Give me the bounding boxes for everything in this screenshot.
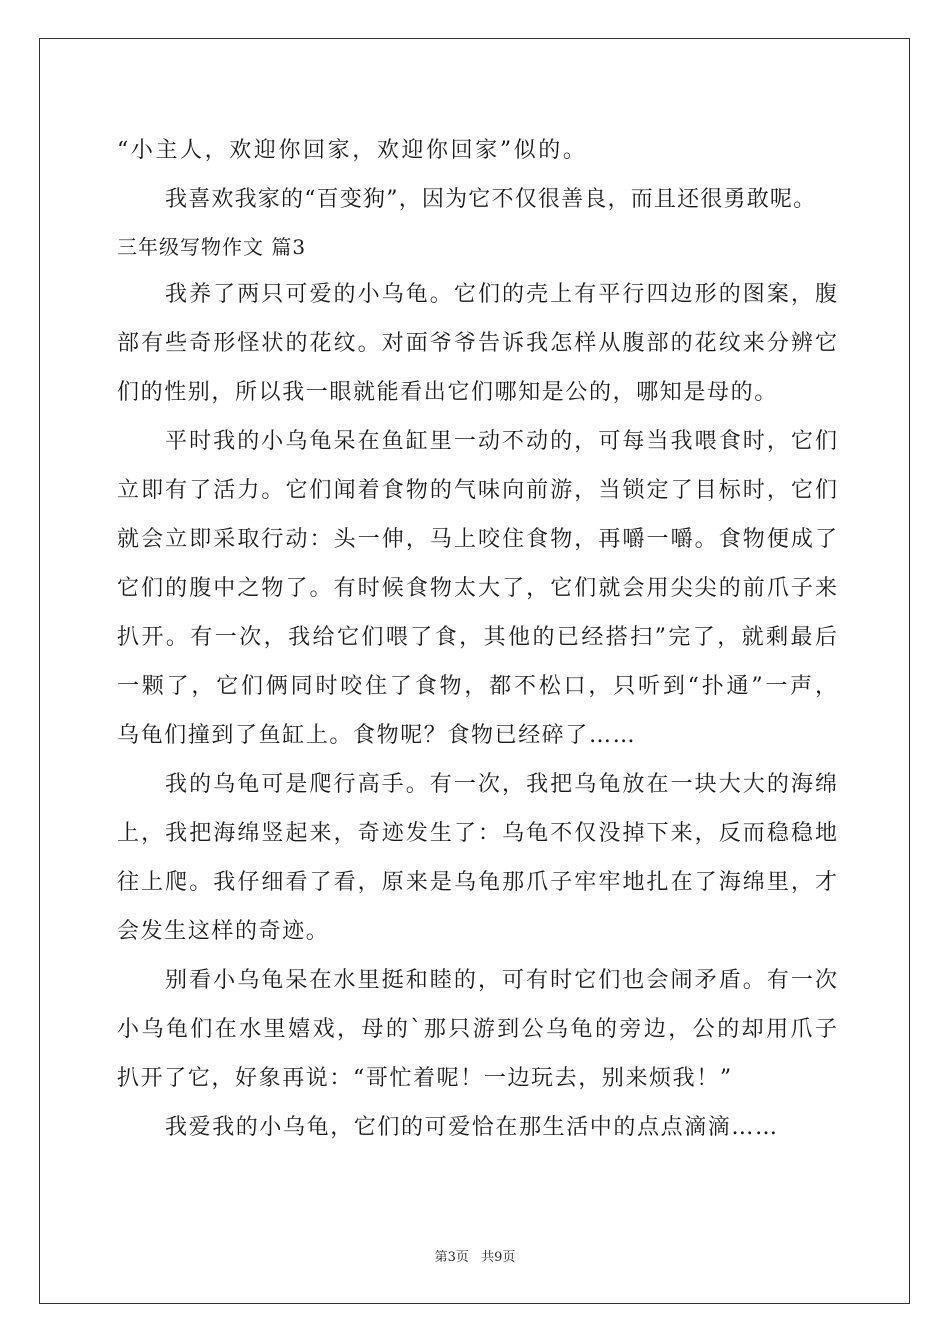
document-body: [117, 126, 837, 1152]
text-line: 部有些奇形怪状的花纹。对面爷爷告诉我怎样从腹部的花纹来分辨它: [117, 331, 837, 356]
page-total: 共9页: [481, 1250, 516, 1265]
text-line: 我爱我的小乌龟，它们的可爱恰在那生活中的点点滴滴……: [165, 1115, 779, 1140]
text-line: 往上爬。我仔细看了看，原来是乌龟那爪子牢牢地扎在了海绵里，才: [117, 870, 837, 895]
text-line: 会发生这样的奇迹。: [117, 919, 330, 944]
text-line: 我养了两只可爱的小乌龟。它们的壳上有平行四边形的图案，腹: [165, 282, 837, 307]
text-line: 它们的腹中之物了。有时候食物太大了，它们就会用尖尖的前爪子来: [117, 576, 837, 601]
text-line: 们的性别，所以我一眼就能看出它们哪知是公的，哪知是母的。: [117, 380, 778, 405]
text-line: 平时我的小乌龟呆在鱼缸里一动不动的，可每当我喂食时，它们: [165, 429, 837, 454]
text-line: 扒开了它，好象再说：“哥忙着呢！一边玩去，别来烦我！”: [117, 1066, 733, 1091]
text-line: “小主人，欢迎你回家，欢迎你回家”似的。: [117, 138, 588, 163]
page-footer: [0, 1246, 950, 1265]
text-line: 立即有了活力。它们闻着食物的气味向前游，当锁定了目标时，它们: [117, 478, 837, 503]
text-line: 别看小乌龟呆在水里挺和睦的，可有时它们也会闹矛盾。有一次: [165, 968, 837, 993]
text-line: 小乌龟们在水里嬉戏，母的`那只游到公乌龟的旁边，公的却用爪子: [117, 1017, 837, 1042]
text-line: 上，我把海绵竖起来，奇迹发生了：乌龟不仅没掉下来，反而稳稳地: [117, 821, 837, 846]
text-line: 我喜欢我家的“百变狗”，因为它不仅很善良，而且还很勇敢呢。: [165, 187, 817, 212]
text-line: 我的乌龟可是爬行高手。有一次，我把乌龟放在一块大大的海绵: [165, 772, 837, 797]
text-line: 就会立即采取行动：头一伸，马上咬住食物，再嚼一嚼。食物便成了: [117, 527, 837, 552]
page-number: 第3页: [434, 1250, 469, 1265]
section-title: 三年级写物作文 篇3: [117, 235, 307, 259]
text-line: 乌龟们撞到了鱼缸上。食物呢？食物已经碎了……: [117, 723, 637, 748]
text-line: 扒开。有一次，我给它们喂了食，其他的已经搭扫”完了，就剩最后: [117, 625, 837, 650]
text-line: 一颗了，它们俩同时咬住了食物，都不松口，只听到“扑通”一声，: [117, 674, 837, 699]
